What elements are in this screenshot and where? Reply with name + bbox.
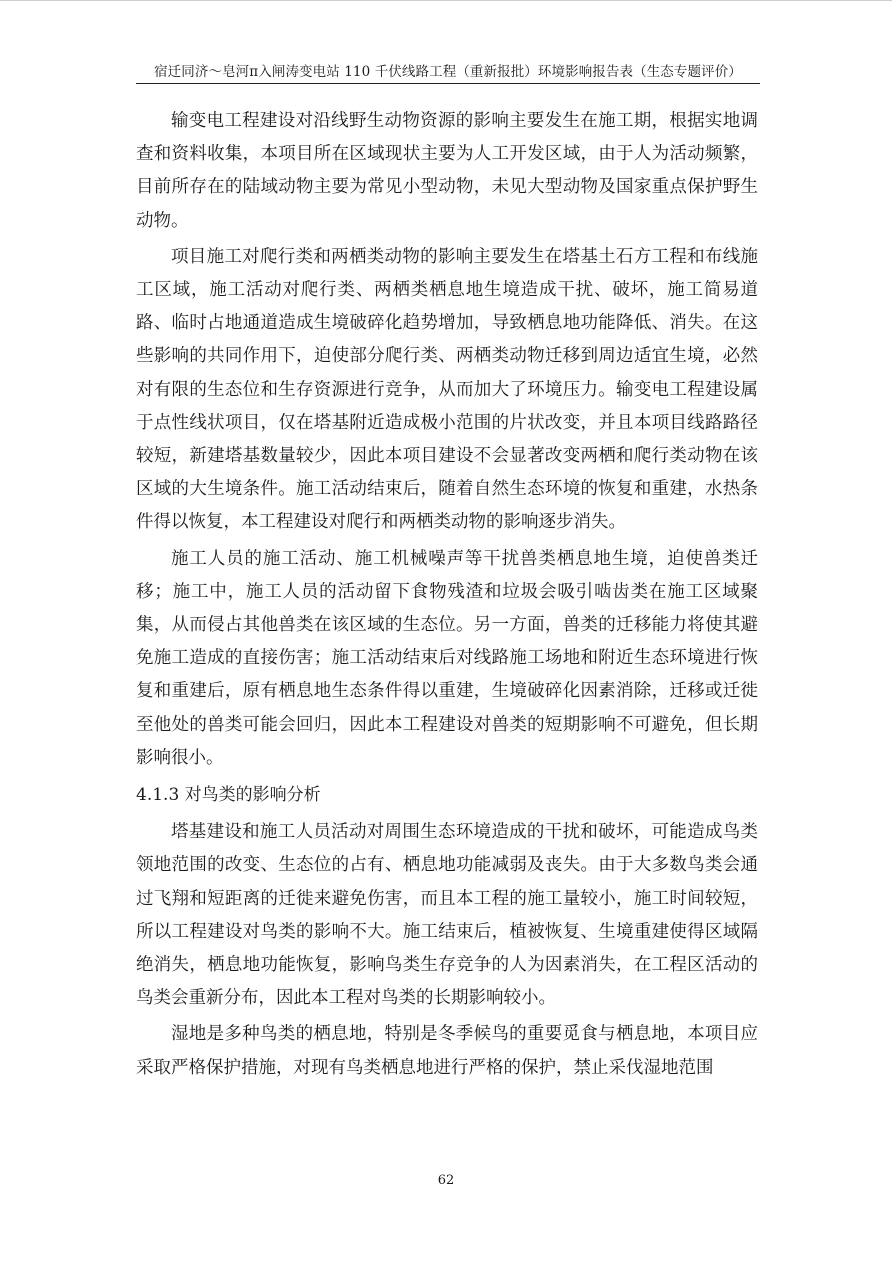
paragraph-reptiles-amphibians: 项目施工对爬行类和两栖类动物的影响主要发生在塔基土石方工程和布线施工区域，施工活动对爬行类、两栖类栖息地生境造成干扰、破坏，施工简易道路、临时占地通道造成生境破碎化趋势增加，导致栖息地功能降低、消失。在这些影响的共同作用下，迫使部分爬行类、两栖类动物迁移到周边适宜生境，必然对有限的生态位和生存资源进行竞争，从而加大了环境压力。输变电工程建设属于点性线状项目，仅在塔基附近造成极小范围的片状改变，并且本项目线路路径较短，新建塔基数量较少，因此本项目建设不会显著改变两栖和爬行类动物在该区域的大生境条件。施工活动结束后，随着自然生态环境的恢复和重建，水热条件得以恢复，本工程建设对爬行和两栖类动物的影响逐步消失。 <box>136 246 758 533</box>
paragraph-wetland-protection: 湿地是多种鸟类的栖息地，特别是冬季候鸟的重要觅食与栖息地，本项目应采取严格保护措施，对现有鸟类栖息地进行严格的保护，禁止采伐湿地范围 <box>136 1024 758 1078</box>
paragraph-mammals: 施工人员的施工活动、施工机械噪声等干扰兽类栖息地生境，迫使兽类迁移；施工中，施工人员的活动留下食物残渣和垃圾会吸引啮齿类在施工区域聚集，从而侵占其他兽类在该区域的生态位。另一方面，兽类的迁移能力将使其避免施工造成的直接伤害；施工活动结束后对线路施工场地和附近生态环境进行恢复和重建后，原有栖息地生态条件得以重建，生境破碎化因素消除，迁移或迁徙至他处的兽类可能会回归，因此本工程建设对兽类的短期影响不可避免，但长期影响很小。 <box>136 548 758 768</box>
paragraph-birds-impact: 塔基建设和施工人员活动对周围生态环境造成的干扰和破坏，可能造成鸟类领地范围的改变、生态位的占有、栖息地功能减弱及丧失。由于大多数鸟类会通过飞翔和短距离的迁徙来避免伤害，而且本工程的施工量较小，施工时间较短，所以工程建设对鸟类的影响不大。施工结束后，植被恢复、生境重建使得区域隔绝消失，栖息地功能恢复，影响鸟类生存竞争的人为因素消失，在工程区活动的鸟类会重新分布，因此本工程对鸟类的长期影响较小。 <box>136 822 758 1009</box>
running-header: 宿迁同济～皂河π入闸涛变电站 110 千伏线路工程（重新报批）环境影响报告表（生态专题评价） <box>136 62 760 84</box>
paragraph-wildlife-overview: 输变电工程建设对沿线野生动物资源的影响主要发生在施工期，根据实地调查和资料收集，本项目所在区域现状主要为人工开发区域，由于人为活动频繁，目前所存在的陆域动物主要为常见小型动物，未见大型动物及国家重点保护野生动物。 <box>136 111 758 231</box>
page-number: 62 <box>437 1173 455 1188</box>
section-heading-birds: 4.1.3 对鸟类的影响分析 <box>136 785 321 806</box>
document-body <box>136 105 758 1085</box>
page-top-edge <box>0 0 892 1</box>
